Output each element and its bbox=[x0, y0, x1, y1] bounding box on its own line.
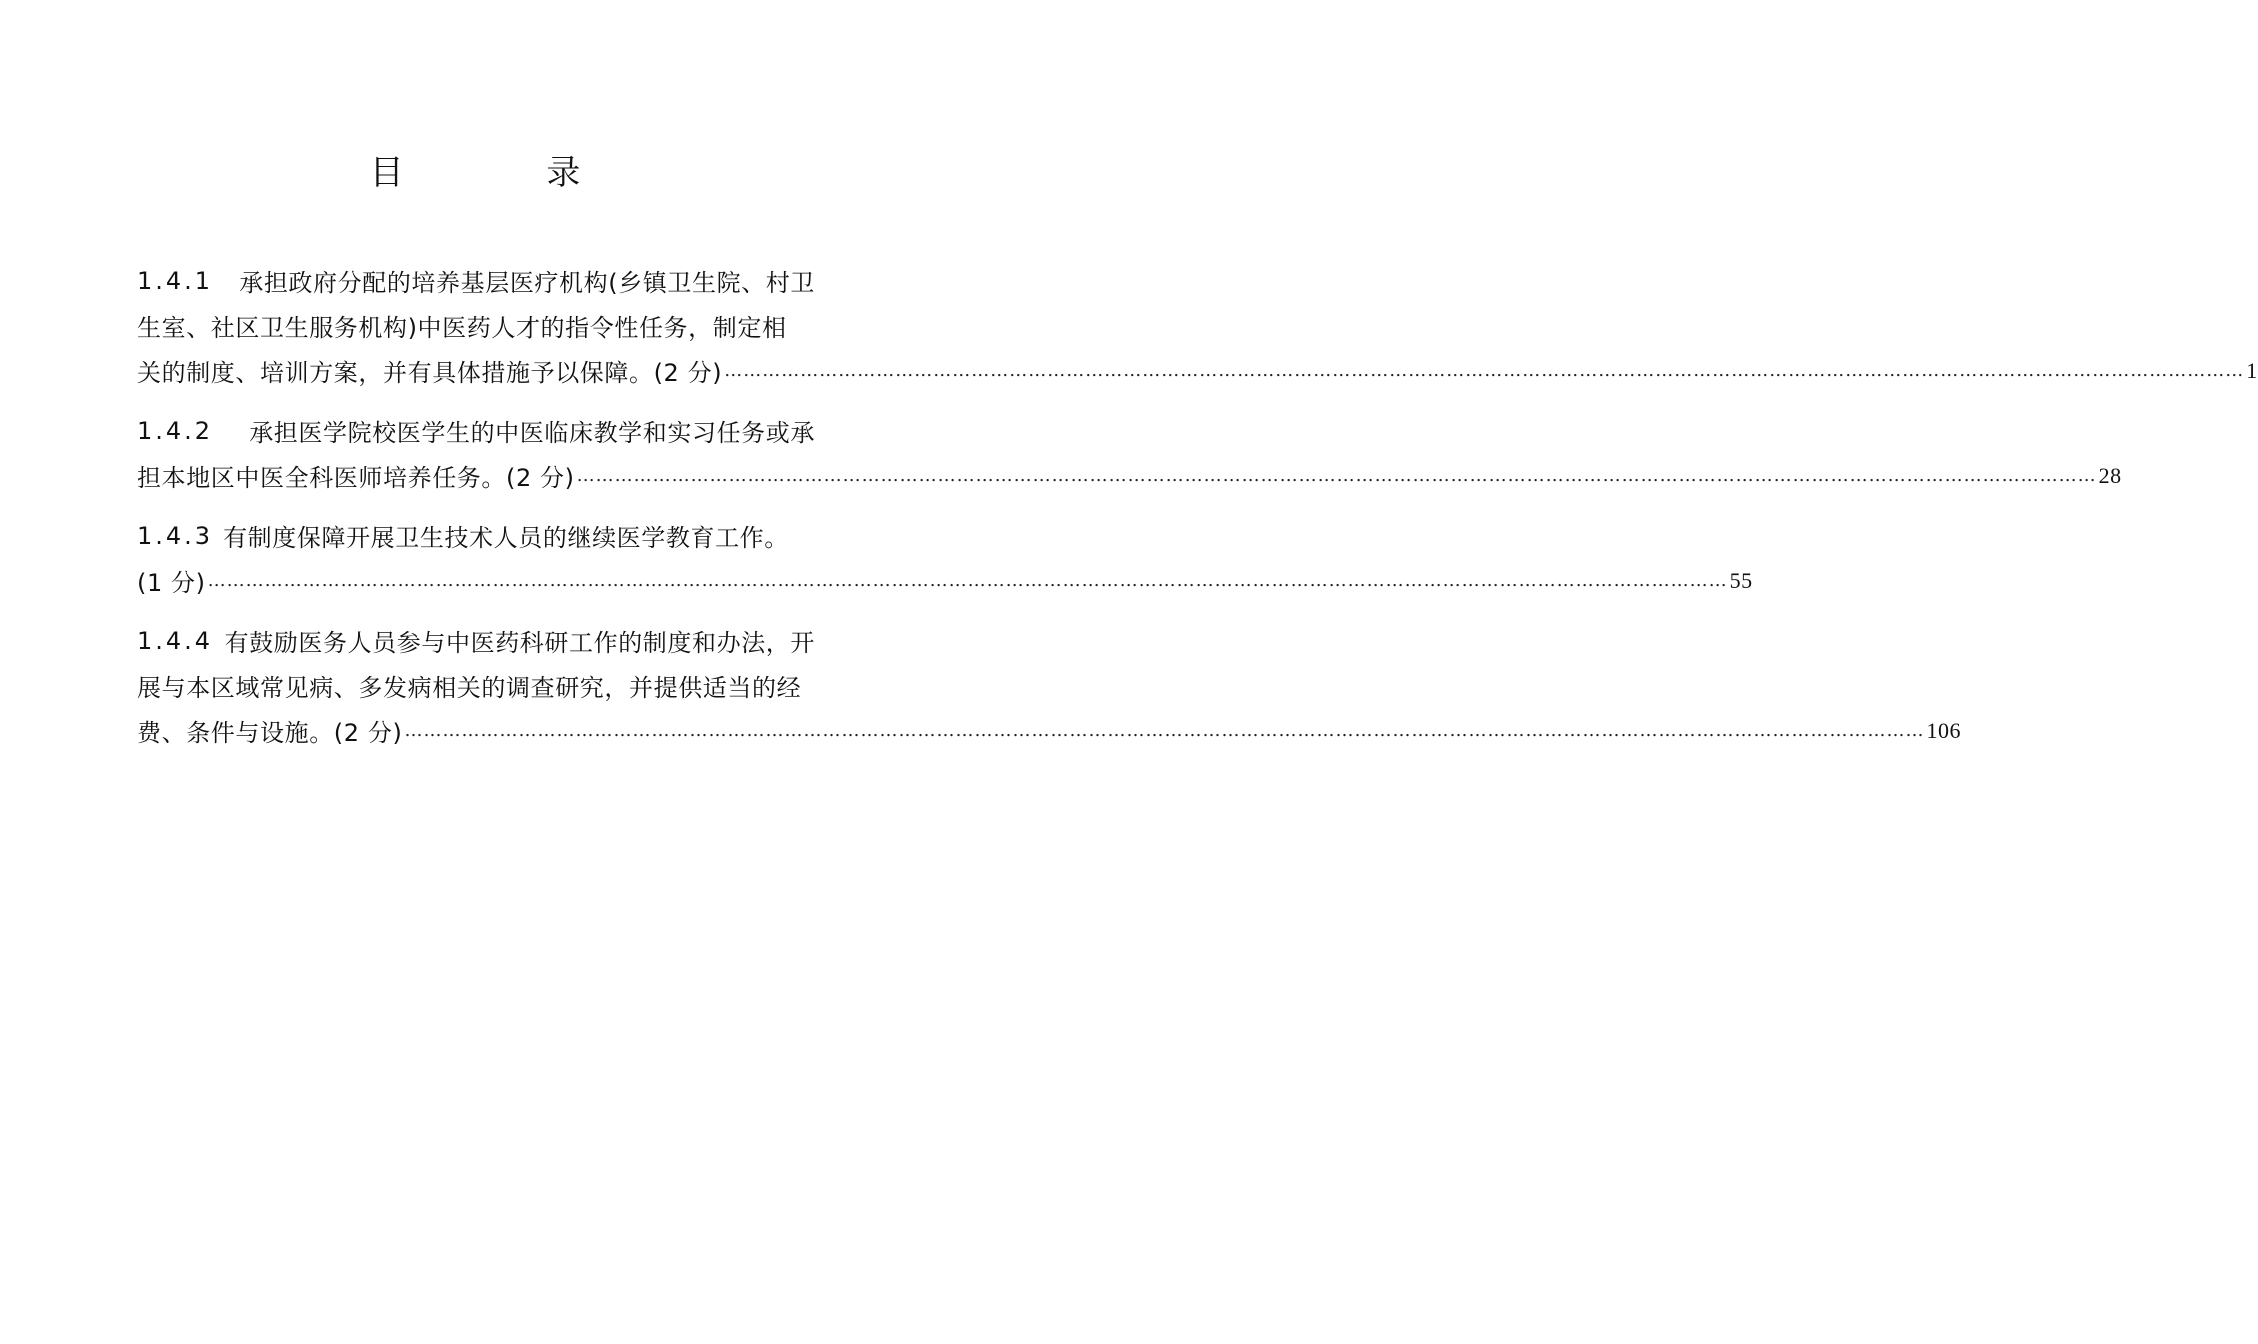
toc-entry[interactable] bbox=[137, 258, 2258, 393]
dot-leader: …………………………………………………………………………………………………………………………………………………………………………………………………………………… bbox=[724, 359, 2245, 381]
toc-line bbox=[137, 408, 815, 453]
section-number: 1.4.4 bbox=[137, 626, 214, 655]
toc-line bbox=[137, 258, 815, 303]
toc-line bbox=[137, 663, 815, 708]
dot-leader: …………………………………………………………………………………………………………………………………………………………………………………………………………………… bbox=[576, 464, 2097, 486]
table-of-contents bbox=[137, 258, 2258, 768]
dot-leader: …………………………………………………………………………………………………………………………………………………………………………………………………………………… bbox=[404, 719, 1925, 741]
page-number: 106 bbox=[1926, 717, 1961, 743]
section-title-line: 担本地区中医全科医师培养任务。(2 分) bbox=[137, 464, 575, 492]
toc-entry[interactable] bbox=[137, 408, 2122, 498]
section-title-line: 承担医学院校医学生的中医临床教学和实习任务或承 bbox=[249, 419, 815, 447]
toc-entry[interactable] bbox=[137, 618, 1961, 753]
section-title-line: 展与本区域常见病、多发病相关的调查研究，并提供适当的经 bbox=[137, 674, 802, 702]
section-title-line: 有鼓励医务人员参与中医药科研工作的制度和办法，开 bbox=[224, 629, 815, 657]
section-number: 1.4.2 bbox=[137, 416, 214, 445]
section-number: 1.4.3 bbox=[137, 521, 214, 550]
section-title-line: 有制度保障开展卫生技术人员的继续医学教育工作。 bbox=[223, 524, 789, 552]
toc-line bbox=[137, 303, 815, 348]
page-title: 目 录 bbox=[369, 153, 647, 193]
toc-line bbox=[137, 558, 1753, 603]
section-title-line: (1 分) bbox=[137, 569, 206, 597]
toc-line bbox=[137, 513, 815, 558]
toc-line bbox=[137, 453, 2122, 498]
toc-entry[interactable] bbox=[137, 513, 1753, 603]
toc-line bbox=[137, 708, 1961, 753]
section-title-line: 关的制度、培训方案，并有具体措施予以保障。(2 分) bbox=[137, 359, 723, 387]
section-title-line: 费、条件与设施。(2 分) bbox=[137, 719, 403, 747]
section-title-line: 生室、社区卫生服务机构)中医药人才的指令性任务，制定相 bbox=[137, 314, 787, 342]
page-number: 28 bbox=[2098, 462, 2122, 488]
page-number: 1 bbox=[2246, 357, 2258, 383]
section-number: 1.4.1 bbox=[137, 266, 214, 295]
toc-line bbox=[137, 618, 815, 663]
section-title-line: 承担政府分配的培养基层医疗机构(乡镇卫生院、村卫 bbox=[239, 269, 815, 297]
toc-line bbox=[137, 348, 2258, 393]
dot-leader: …………………………………………………………………………………………………………………………………………………………………………………………………………………… bbox=[207, 569, 1728, 591]
page-number: 55 bbox=[1729, 567, 1753, 593]
